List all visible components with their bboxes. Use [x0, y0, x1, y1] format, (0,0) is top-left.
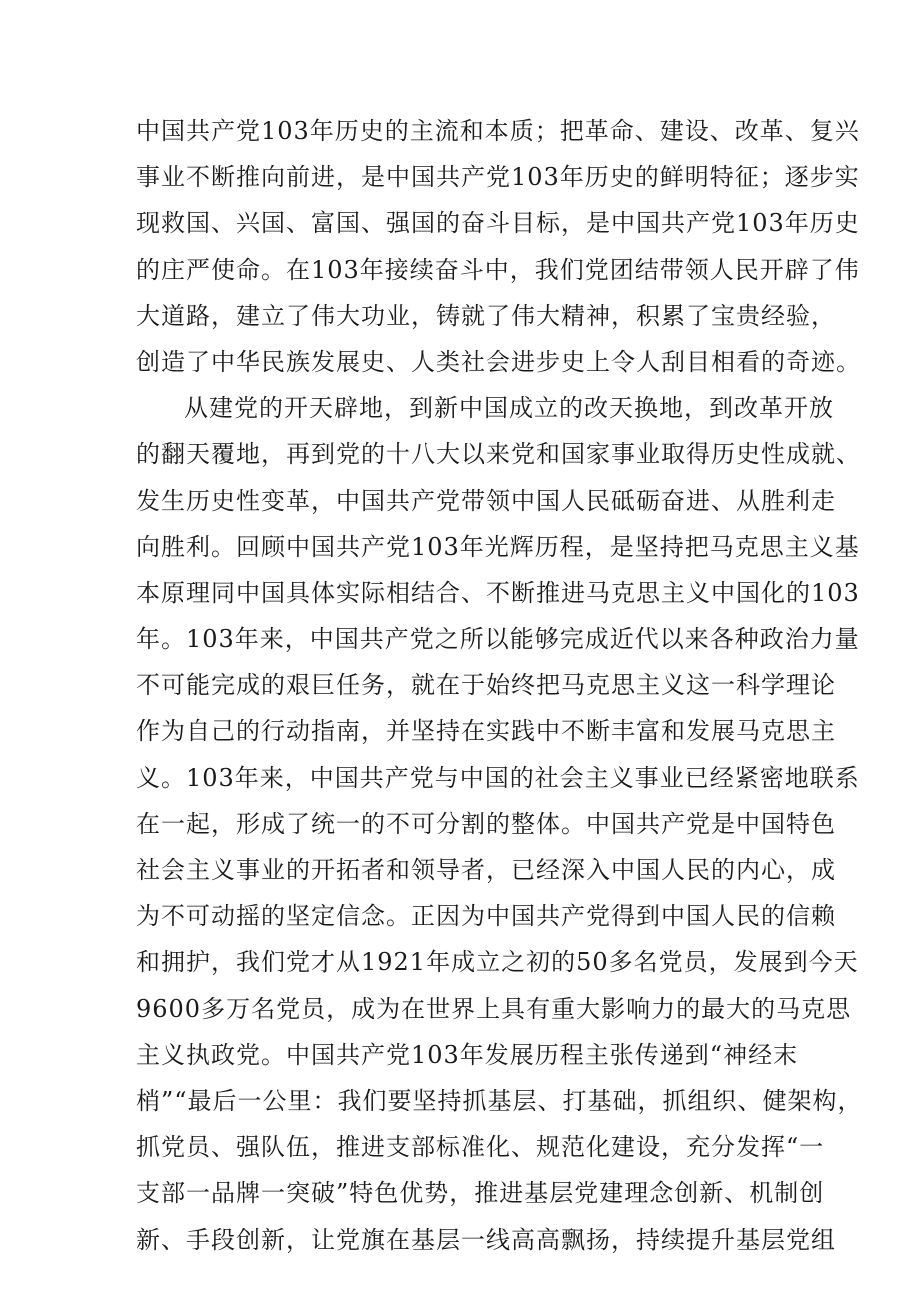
text-line: 事业不断推向前进，是中国共产党103年历史的鲜明特征；逐步实 — [136, 163, 860, 192]
text-line: 大道路，建立了伟大功业，铸就了伟大精神，积累了宝贵经验， — [136, 301, 836, 330]
text-line: 不可能完成的艰巨任务，就在于始终把马克思主义这一科学理论 — [136, 671, 836, 700]
text-line: 为不可动摇的坚定信念。正因为中国共产党得到中国人民的信赖 — [136, 902, 836, 931]
text-line: 义。103年来，中国共产党与中国的社会主义事业已经紧密地联系 — [136, 763, 860, 792]
text-line: 的庄严使命。在103年接续奋斗中，我们党团结带领人民开辟了伟 — [136, 255, 860, 284]
text-line: 创造了中华民族发展史、人类社会进步史上令人刮目相看的奇迹。 — [136, 347, 861, 376]
text-line: 梢”“最后一公里：我们要坚持抓基层、打基础，抓组织、健架构， — [136, 1086, 863, 1115]
text-line: 向胜利。回顾中国共产党103年光辉历程，是坚持把马克思主义基 — [136, 532, 860, 561]
text-line: 作为自己的行动指南，并坚持在实践中不断丰富和发展马克思主 — [136, 717, 836, 746]
text-line: 现救国、兴国、富国、强国的奋斗目标，是中国共产党103年历史 — [136, 209, 860, 238]
text-line: 社会主义事业的开拓者和领导者，已经深入中国人民的内心，成 — [136, 856, 836, 884]
text-line: 发生历史性变革，中国共产党带领中国人民砥砺奋进、从胜利走 — [136, 486, 836, 515]
text-line: 主义执政党。中国共产党103年发展历程主张传递到“神经末 — [136, 1040, 799, 1069]
text-line: 在一起，形成了统一的不可分割的整体。中国共产党是中国特色 — [136, 809, 836, 838]
text-line: 和拥护，我们党才从1921年成立之初的50多名党员，发展到今天 — [136, 948, 859, 977]
paragraph-start-line: 从建党的开天辟地，到新中国成立的改天换地，到改革开放 — [184, 394, 834, 423]
text-line: 支部一品牌一突破”特色优势，推进基层党建理念创新、机制创 — [136, 1179, 825, 1208]
text-line: 的翻天覆地，再到党的十八大以来党和国家事业取得历史性成就、 — [136, 440, 861, 469]
body-text — [136, 108, 863, 1263]
text-line: 9600多万名党员，成为在世界上具有重大影响力的最大的马克思 — [136, 994, 852, 1023]
text-line: 年。103年来，中国共产党之所以能够完成近代以来各种政治力量 — [136, 625, 860, 654]
text-line: 中国共产党103年历史的主流和本质；把革命、建设、改革、复兴 — [136, 117, 860, 145]
text-line: 新、手段创新，让党旗在基层一线高高飘扬，持续提升基层党组 — [136, 1225, 836, 1254]
text-line: 本原理同中国具体实际相结合、不断推进马克思主义中国化的103 — [136, 578, 860, 607]
text-line: 抓党员、强队伍，推进支部标准化、规范化建设，充分发挥“一 — [136, 1133, 825, 1162]
